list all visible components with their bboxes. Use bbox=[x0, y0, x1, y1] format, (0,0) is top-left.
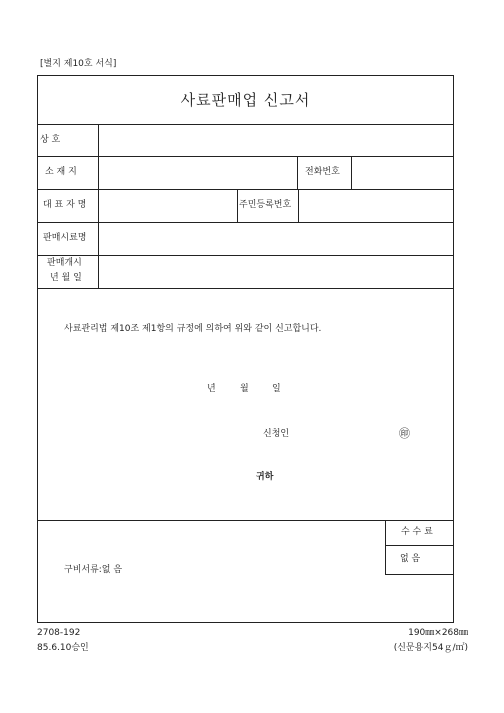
form-title: 사료판매업 신고서 bbox=[180, 91, 311, 109]
fee-box-divider bbox=[385, 574, 453, 575]
start-date-field[interactable] bbox=[99, 256, 451, 287]
seal-mark: ㊞ bbox=[399, 427, 410, 440]
column-divider bbox=[297, 156, 298, 189]
declaration-text: 사료관리법 제10조 제1항의 규정에 의하여 위와 같이 신고합니다. bbox=[64, 324, 322, 334]
fee-value: 없 음 bbox=[400, 554, 421, 564]
business-name-field[interactable] bbox=[99, 125, 451, 156]
date-year-label: 년 bbox=[207, 384, 216, 394]
resident-number-field[interactable] bbox=[299, 190, 451, 221]
feed-item-label: 판매시료명 bbox=[43, 233, 87, 243]
addressee-label: 귀하 bbox=[256, 472, 274, 482]
column-divider bbox=[237, 189, 238, 222]
date-day-label: 일 bbox=[272, 384, 281, 394]
approval-date: 85.6.10승인 bbox=[37, 643, 89, 653]
fee-box-divider bbox=[385, 520, 386, 574]
fee-label: 수 수 료 bbox=[401, 527, 433, 537]
row-divider bbox=[37, 520, 453, 521]
resident-number-label: 주민등록번호 bbox=[239, 200, 292, 210]
start-date-label-line1: 판매개시 bbox=[47, 258, 82, 268]
location-label: 소 재 지 bbox=[45, 167, 77, 177]
applicant-label: 신청인 bbox=[263, 429, 290, 439]
business-name-label: 상 호 bbox=[40, 135, 61, 145]
start-date-label-line2: 년 월 일 bbox=[50, 273, 82, 283]
paper-spec: (신문용지54ｇ/㎡) bbox=[393, 643, 468, 653]
phone-label: 전화번호 bbox=[305, 167, 340, 177]
required-documents: 구비서류:없 음 bbox=[64, 565, 123, 575]
date-month-label: 월 bbox=[240, 384, 249, 394]
paper-size: 190㎜×268㎜ bbox=[408, 628, 468, 638]
form-reference: [별지 제10호 서식] bbox=[40, 59, 117, 69]
row-divider bbox=[37, 288, 453, 289]
representative-field[interactable] bbox=[99, 190, 236, 221]
representative-label: 대 표 자 명 bbox=[43, 200, 87, 210]
fee-box-divider bbox=[385, 545, 453, 546]
form-code: 2708-192 bbox=[37, 628, 81, 638]
location-field[interactable] bbox=[99, 157, 296, 188]
feed-item-field[interactable] bbox=[99, 223, 451, 254]
phone-field[interactable] bbox=[352, 157, 451, 188]
